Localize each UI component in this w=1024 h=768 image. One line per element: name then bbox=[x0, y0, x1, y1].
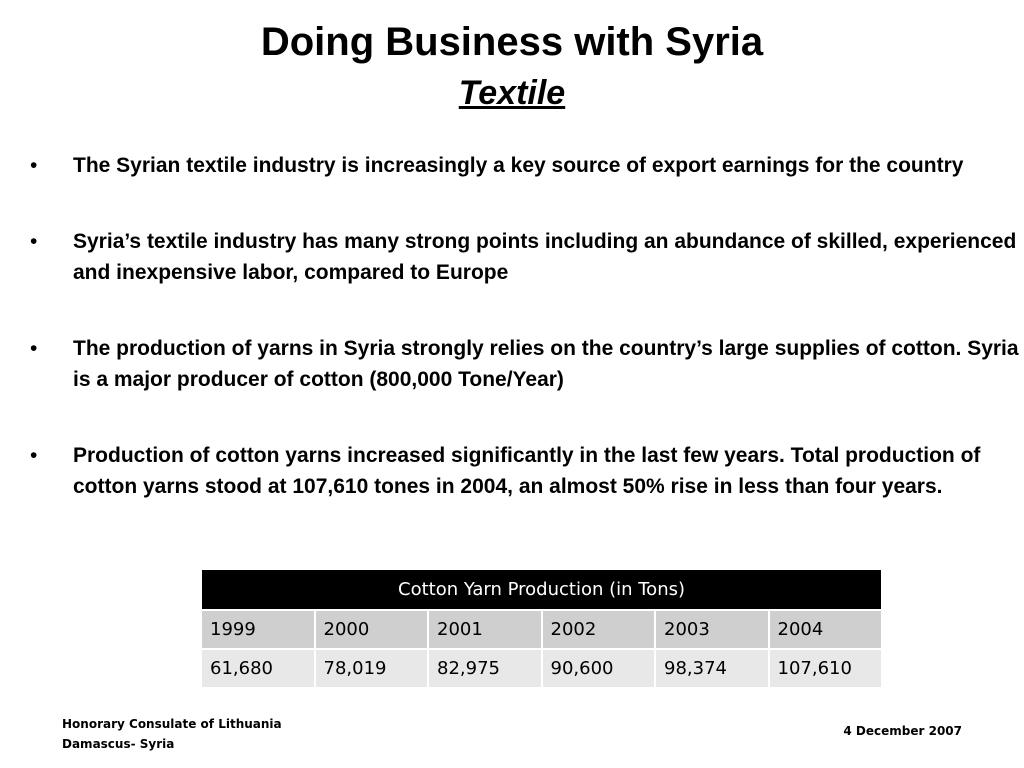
footer-org-line-1: Honorary Consulate of Lithuania bbox=[62, 717, 282, 731]
value-cell: 98,374 bbox=[655, 649, 769, 688]
value-cell: 82,975 bbox=[428, 649, 542, 688]
table-row-years bbox=[201, 610, 882, 649]
production-table-container bbox=[200, 568, 883, 689]
footer-date: 4 December 2007 bbox=[843, 724, 962, 738]
year-cell: 2001 bbox=[428, 610, 542, 649]
bullet-marker: • bbox=[30, 154, 38, 177]
year-cell: 1999 bbox=[201, 610, 315, 649]
table-header-row bbox=[201, 569, 882, 610]
slide-title: Doing Business with Syria bbox=[260, 20, 764, 64]
bullet-item bbox=[30, 226, 1020, 288]
value-cell: 78,019 bbox=[315, 649, 429, 688]
bullet-item bbox=[30, 150, 1020, 181]
footer-org-line-2: Damascus- Syria bbox=[62, 737, 175, 751]
bullet-item bbox=[30, 440, 1020, 502]
value-cell: 107,610 bbox=[769, 649, 883, 688]
bullet-text: The production of yarns in Syria strongly relies on the country’s large supplies of cotton. Syria is a major producer of cotton (800,000 Tone/Year) bbox=[73, 337, 1019, 391]
slide-subtitle: Textile bbox=[458, 74, 566, 112]
bullet-marker: • bbox=[30, 337, 38, 360]
bullet-marker: • bbox=[30, 444, 38, 467]
bullet-text: Production of cotton yarns increased significantly in the last few years. Total production of cotton yarns stood at 107,610 tones in 2004, an almost 50% rise in less than four years. bbox=[73, 444, 981, 498]
table-row-values bbox=[201, 649, 882, 688]
table-header: Cotton Yarn Production (in Tons) bbox=[201, 569, 882, 610]
bullet-marker: • bbox=[30, 230, 38, 253]
bullet-item bbox=[30, 333, 1020, 395]
value-cell: 61,680 bbox=[201, 649, 315, 688]
year-cell: 2003 bbox=[655, 610, 769, 649]
footer-organization bbox=[62, 714, 282, 754]
cotton-yarn-production-table bbox=[200, 568, 883, 689]
year-cell: 2004 bbox=[769, 610, 883, 649]
value-cell: 90,600 bbox=[542, 649, 656, 688]
year-cell: 2000 bbox=[315, 610, 429, 649]
bullet-text: The Syrian textile industry is increasingly a key source of export earnings for the country bbox=[73, 154, 964, 177]
bullet-list bbox=[30, 150, 1020, 547]
year-cell: 2002 bbox=[542, 610, 656, 649]
bullet-text: Syria’s textile industry has many strong points including an abundance of skilled, experienced and inexpensive labor, compared to Europe bbox=[73, 230, 1017, 284]
